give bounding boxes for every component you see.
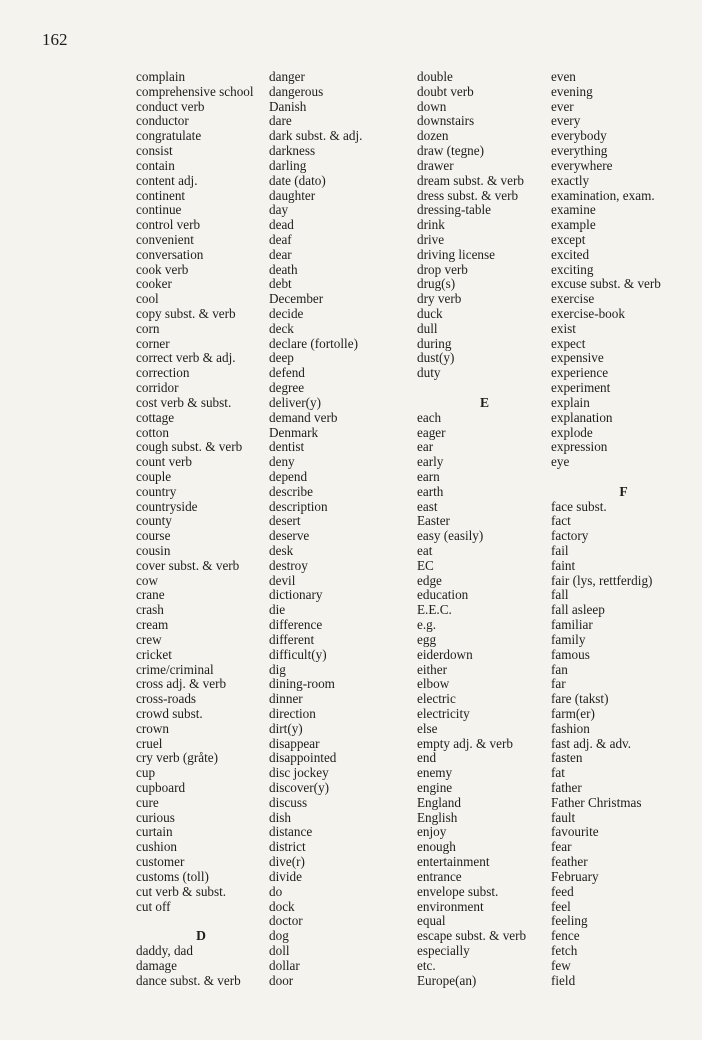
word-entry: especially bbox=[417, 942, 470, 958]
section-letter-heading: F bbox=[619, 483, 628, 499]
word-entry: different bbox=[269, 631, 315, 647]
word-entry: declare (fortolle) bbox=[269, 335, 358, 351]
word-entry: feel bbox=[551, 898, 571, 914]
word-entry: dark subst. & adj. bbox=[269, 128, 363, 144]
word-entry: dog bbox=[269, 928, 289, 944]
word-entry: crash bbox=[136, 602, 164, 618]
word-entry: deliver(y) bbox=[269, 394, 321, 410]
word-entry: ear bbox=[417, 439, 434, 455]
word-entry: distance bbox=[269, 824, 313, 840]
word-entry: fast adj. & adv. bbox=[551, 735, 632, 751]
word-entry: customs (toll) bbox=[136, 868, 209, 884]
word-entry: contain bbox=[136, 157, 175, 173]
word-entry: Europe(an) bbox=[417, 972, 477, 988]
word-entry: convenient bbox=[136, 231, 194, 247]
word-entry: complain bbox=[136, 69, 186, 84]
word-entry: die bbox=[269, 602, 286, 618]
word-entry: damage bbox=[136, 957, 178, 973]
word-entry: countryside bbox=[136, 498, 198, 514]
word-entry: expect bbox=[551, 335, 586, 351]
word-entry: excuse subst. & verb bbox=[551, 276, 661, 292]
word-entry: eager bbox=[417, 424, 446, 440]
word-entry: duck bbox=[417, 306, 443, 321]
word-entry: eiderdown bbox=[417, 646, 473, 662]
word-entry: cut verb & subst. bbox=[136, 883, 227, 899]
word-entry: drive bbox=[417, 231, 445, 247]
word-entry: draw (tegne) bbox=[417, 143, 484, 159]
word-entry: crane bbox=[136, 587, 165, 603]
word-entry: difference bbox=[269, 617, 323, 633]
word-entry: ever bbox=[551, 98, 574, 114]
word-entry: county bbox=[136, 513, 172, 529]
word-entry: disappear bbox=[269, 735, 320, 751]
word-entry: explode bbox=[551, 424, 593, 440]
word-entry: deaf bbox=[269, 231, 292, 247]
word-entry: engine bbox=[417, 780, 453, 795]
word-entry: continent bbox=[136, 187, 186, 203]
word-entry: do bbox=[269, 883, 283, 899]
word-entry: dream subst. & verb bbox=[417, 172, 524, 188]
word-entry: degree bbox=[269, 380, 305, 396]
word-entry: dull bbox=[417, 320, 438, 336]
word-entry: cream bbox=[136, 617, 169, 633]
word-entry: cure bbox=[136, 794, 159, 810]
word-entry: deck bbox=[269, 320, 294, 336]
word-entry: fact bbox=[551, 513, 571, 529]
word-entry: entertainment bbox=[417, 854, 490, 870]
word-entry: dinner bbox=[269, 691, 303, 707]
word-entry: famous bbox=[551, 646, 590, 662]
word-entry: discover(y) bbox=[269, 780, 330, 795]
word-entry: faint bbox=[551, 557, 576, 573]
word-entry: fan bbox=[551, 661, 568, 677]
word-entry: drop verb bbox=[417, 261, 468, 277]
word-entry: during bbox=[417, 335, 452, 351]
word-entry: doctor bbox=[269, 913, 303, 929]
word-entry: fat bbox=[551, 765, 565, 781]
word-entry: customer bbox=[136, 854, 185, 870]
word-entry: cough subst. & verb bbox=[136, 439, 243, 455]
word-entry: favourite bbox=[551, 824, 599, 840]
word-entry: empty adj. & verb bbox=[417, 735, 513, 751]
word-entry: destroy bbox=[269, 557, 308, 573]
word-entry: cooker bbox=[136, 276, 172, 292]
word-entry: dry verb bbox=[417, 291, 462, 307]
word-entry: egg bbox=[417, 631, 437, 647]
word-entry: cupboard bbox=[136, 780, 186, 795]
word-entry: down bbox=[417, 98, 447, 114]
word-entry: corn bbox=[136, 320, 160, 336]
word-entry: except bbox=[551, 231, 586, 247]
word-entry: everybody bbox=[551, 128, 607, 144]
word-entry: dictionary bbox=[269, 587, 323, 603]
blank-line bbox=[417, 381, 552, 396]
word-entry: correction bbox=[136, 365, 190, 381]
word-entry: dock bbox=[269, 898, 295, 914]
word-entry: February bbox=[551, 868, 599, 884]
word-entry: December bbox=[269, 291, 324, 307]
word-entry: cow bbox=[136, 572, 158, 588]
word-entry: description bbox=[269, 498, 328, 514]
word-entry: familiar bbox=[551, 617, 593, 633]
word-entry: earth bbox=[417, 483, 444, 499]
word-entry: dollar bbox=[269, 957, 300, 973]
word-entry: environment bbox=[417, 898, 484, 914]
word-entry: eye bbox=[551, 454, 570, 470]
word-entry: education bbox=[417, 587, 469, 603]
word-entry: correct verb & adj. bbox=[136, 350, 236, 366]
word-entry: drug(s) bbox=[417, 276, 456, 292]
word-entry: EC bbox=[417, 557, 434, 573]
word-entry: fair (lys, rettferdig) bbox=[551, 572, 653, 588]
word-entry: field bbox=[551, 972, 576, 988]
word-entry: cotton bbox=[136, 424, 169, 440]
word-entry: downstairs bbox=[417, 113, 475, 129]
word-entry: copy subst. & verb bbox=[136, 306, 236, 321]
word-entry: father bbox=[551, 780, 582, 795]
word-entry: east bbox=[417, 498, 438, 514]
word-entry: family bbox=[551, 631, 586, 647]
word-entry: fall bbox=[551, 587, 569, 603]
word-entry: corner bbox=[136, 335, 170, 351]
word-entry: dress subst. & verb bbox=[417, 187, 519, 203]
word-entry: end bbox=[417, 750, 437, 766]
word-entry: feeling bbox=[551, 913, 588, 929]
word-entry: exist bbox=[551, 320, 576, 336]
word-column-2 bbox=[269, 70, 409, 988]
word-entry: envelope subst. bbox=[417, 883, 499, 899]
word-entry: deep bbox=[269, 350, 294, 366]
word-entry: dressing-table bbox=[417, 202, 491, 218]
word-entry: Father Christmas bbox=[551, 794, 642, 810]
word-entry: enemy bbox=[417, 765, 453, 781]
word-entry: curious bbox=[136, 809, 175, 825]
word-entry: darling bbox=[269, 157, 307, 173]
word-entry: date (dato) bbox=[269, 172, 326, 188]
word-entry: earn bbox=[417, 468, 440, 484]
word-entry: examine bbox=[551, 202, 596, 218]
word-entry: everywhere bbox=[551, 157, 613, 173]
word-column-4 bbox=[551, 70, 696, 988]
word-entry: duty bbox=[417, 365, 441, 381]
word-entry: face subst. bbox=[551, 498, 607, 514]
word-column-1 bbox=[136, 70, 266, 988]
word-entry: fail bbox=[551, 543, 569, 558]
word-entry: examination, exam. bbox=[551, 187, 655, 203]
word-entry: fall asleep bbox=[551, 602, 605, 618]
word-entry: course bbox=[136, 528, 171, 544]
word-entry: crime/criminal bbox=[136, 661, 214, 677]
word-entry: exciting bbox=[551, 261, 594, 277]
word-entry: fault bbox=[551, 809, 576, 825]
word-entry: cousin bbox=[136, 543, 171, 558]
word-entry: double bbox=[417, 69, 453, 84]
word-entry: Easter bbox=[417, 513, 450, 529]
word-entry: country bbox=[136, 483, 177, 499]
word-entry: couple bbox=[136, 468, 172, 484]
word-entry: entrance bbox=[417, 868, 462, 884]
word-entry: doll bbox=[269, 942, 290, 958]
word-entry: enjoy bbox=[417, 824, 447, 840]
word-entry: Danish bbox=[269, 98, 307, 114]
word-entry: danger bbox=[269, 69, 305, 84]
word-entry: eat bbox=[417, 543, 433, 558]
word-entry: easy (easily) bbox=[417, 528, 484, 544]
word-entry: disappointed bbox=[269, 750, 337, 766]
word-entry: feather bbox=[551, 854, 588, 870]
word-entry: cook verb bbox=[136, 261, 189, 277]
word-entry: divide bbox=[269, 868, 302, 884]
word-entry: door bbox=[269, 972, 294, 988]
word-entry: discuss bbox=[269, 794, 308, 810]
word-entry: fashion bbox=[551, 720, 590, 736]
word-entry: dust(y) bbox=[417, 350, 455, 366]
word-entry: content adj. bbox=[136, 172, 198, 188]
word-entry: devil bbox=[269, 572, 296, 588]
word-entry: English bbox=[417, 809, 458, 825]
word-entry: dive(r) bbox=[269, 854, 305, 870]
word-entry: cup bbox=[136, 765, 156, 781]
word-entry: dish bbox=[269, 809, 291, 825]
word-entry: describe bbox=[269, 483, 313, 499]
word-entry: daddy, dad bbox=[136, 942, 194, 958]
blank-line bbox=[136, 914, 266, 929]
word-entry: crew bbox=[136, 631, 162, 647]
word-entry: control verb bbox=[136, 217, 201, 233]
word-entry: cottage bbox=[136, 409, 175, 425]
word-entry: cross-roads bbox=[136, 691, 197, 707]
word-entry: cost verb & subst. bbox=[136, 394, 232, 410]
word-entry: electricity bbox=[417, 705, 470, 721]
word-entry: edge bbox=[417, 572, 442, 588]
word-entry: escape subst. & verb bbox=[417, 928, 527, 944]
word-entry: driving license bbox=[417, 246, 496, 262]
word-entry: comprehensive school bbox=[136, 83, 254, 99]
word-entry: E.E.C. bbox=[417, 602, 452, 618]
word-entry: each bbox=[417, 409, 442, 425]
word-entry: district bbox=[269, 839, 306, 855]
word-entry: dirt(y) bbox=[269, 720, 303, 736]
word-entry: drawer bbox=[417, 157, 454, 173]
word-entry: everything bbox=[551, 143, 608, 159]
word-entry: deserve bbox=[269, 528, 310, 544]
word-entry: conversation bbox=[136, 246, 204, 262]
blank-line bbox=[551, 470, 696, 485]
word-entry: conductor bbox=[136, 113, 189, 129]
word-entry: daughter bbox=[269, 187, 316, 203]
word-entry: factory bbox=[551, 528, 589, 544]
word-entry: cry verb (gråte) bbox=[136, 750, 219, 766]
word-entry: fetch bbox=[551, 942, 578, 958]
word-entry: elbow bbox=[417, 676, 450, 692]
word-entry: congratulate bbox=[136, 128, 202, 144]
word-entry: deny bbox=[269, 454, 295, 470]
word-entry: desert bbox=[269, 513, 301, 529]
word-entry: count verb bbox=[136, 454, 193, 470]
word-entry: enough bbox=[417, 839, 456, 855]
word-entry: demand verb bbox=[269, 409, 338, 425]
word-entry: curtain bbox=[136, 824, 173, 840]
word-entry: fear bbox=[551, 839, 572, 855]
word-entry: day bbox=[269, 202, 289, 218]
word-entry: electric bbox=[417, 691, 456, 707]
word-entry: far bbox=[551, 676, 566, 692]
word-entry: cover subst. & verb bbox=[136, 557, 240, 573]
word-entry: dozen bbox=[417, 128, 449, 144]
word-entry: conduct verb bbox=[136, 98, 205, 114]
word-entry: cool bbox=[136, 291, 159, 307]
word-entry: corridor bbox=[136, 380, 179, 396]
word-entry: dentist bbox=[269, 439, 305, 455]
word-entry: debt bbox=[269, 276, 292, 292]
word-entry: experience bbox=[551, 365, 609, 381]
word-entry: experiment bbox=[551, 380, 611, 396]
word-entry: example bbox=[551, 217, 596, 233]
word-entry: etc. bbox=[417, 957, 436, 973]
word-entry: exercise bbox=[551, 291, 595, 307]
word-entry: e.g. bbox=[417, 617, 437, 633]
word-entry: crown bbox=[136, 720, 169, 736]
word-entry: few bbox=[551, 957, 571, 973]
word-entry: darkness bbox=[269, 143, 316, 159]
word-entry: decide bbox=[269, 306, 304, 321]
word-entry: England bbox=[417, 794, 461, 810]
word-entry: direction bbox=[269, 705, 316, 721]
word-entry: early bbox=[417, 454, 444, 470]
word-entry: Denmark bbox=[269, 424, 319, 440]
word-entry: excited bbox=[551, 246, 590, 262]
word-entry: dig bbox=[269, 661, 286, 677]
word-entry: disc jockey bbox=[269, 765, 329, 781]
word-entry: equal bbox=[417, 913, 446, 929]
word-entry: explanation bbox=[551, 409, 613, 425]
word-entry: difficult(y) bbox=[269, 646, 327, 662]
word-entry: farm(er) bbox=[551, 705, 595, 721]
word-entry: explain bbox=[551, 394, 590, 410]
word-entry: fasten bbox=[551, 750, 583, 766]
word-entry: fare (takst) bbox=[551, 691, 609, 707]
word-entry: dead bbox=[269, 217, 294, 233]
page-number: 162 bbox=[42, 30, 68, 49]
word-entry: dear bbox=[269, 246, 292, 262]
word-entry: crowd subst. bbox=[136, 705, 203, 721]
word-entry: dance subst. & verb bbox=[136, 972, 241, 988]
word-entry: dare bbox=[269, 113, 292, 129]
word-entry: every bbox=[551, 113, 581, 129]
word-entry: else bbox=[417, 720, 438, 736]
word-entry: doubt verb bbox=[417, 83, 474, 99]
word-entry: exactly bbox=[551, 172, 590, 188]
word-entry: cushion bbox=[136, 839, 178, 855]
word-entry: expensive bbox=[551, 350, 604, 366]
word-entry: feed bbox=[551, 883, 574, 899]
word-entry: cross adj. & verb bbox=[136, 676, 227, 692]
word-entry: cricket bbox=[136, 646, 172, 662]
word-entry: continue bbox=[136, 202, 182, 218]
word-entry: expression bbox=[551, 439, 608, 455]
word-column-3 bbox=[417, 70, 552, 988]
word-entry: death bbox=[269, 261, 298, 277]
word-entry: evening bbox=[551, 83, 593, 99]
section-letter-heading: D bbox=[196, 928, 206, 944]
word-entry: defend bbox=[269, 365, 305, 381]
word-entry: drink bbox=[417, 217, 445, 233]
word-entry: dangerous bbox=[269, 83, 324, 99]
word-entry: dining-room bbox=[269, 676, 335, 692]
word-entry: exercise-book bbox=[551, 306, 625, 321]
section-letter-heading: E bbox=[479, 394, 490, 410]
word-entry: cruel bbox=[136, 735, 163, 751]
word-entry: consist bbox=[136, 143, 173, 159]
word-entry: cut off bbox=[136, 898, 171, 914]
word-entry: depend bbox=[269, 468, 308, 484]
word-entry: even bbox=[551, 69, 576, 84]
word-entry: fence bbox=[551, 928, 580, 944]
word-entry: desk bbox=[269, 543, 294, 558]
word-entry: either bbox=[417, 661, 448, 677]
